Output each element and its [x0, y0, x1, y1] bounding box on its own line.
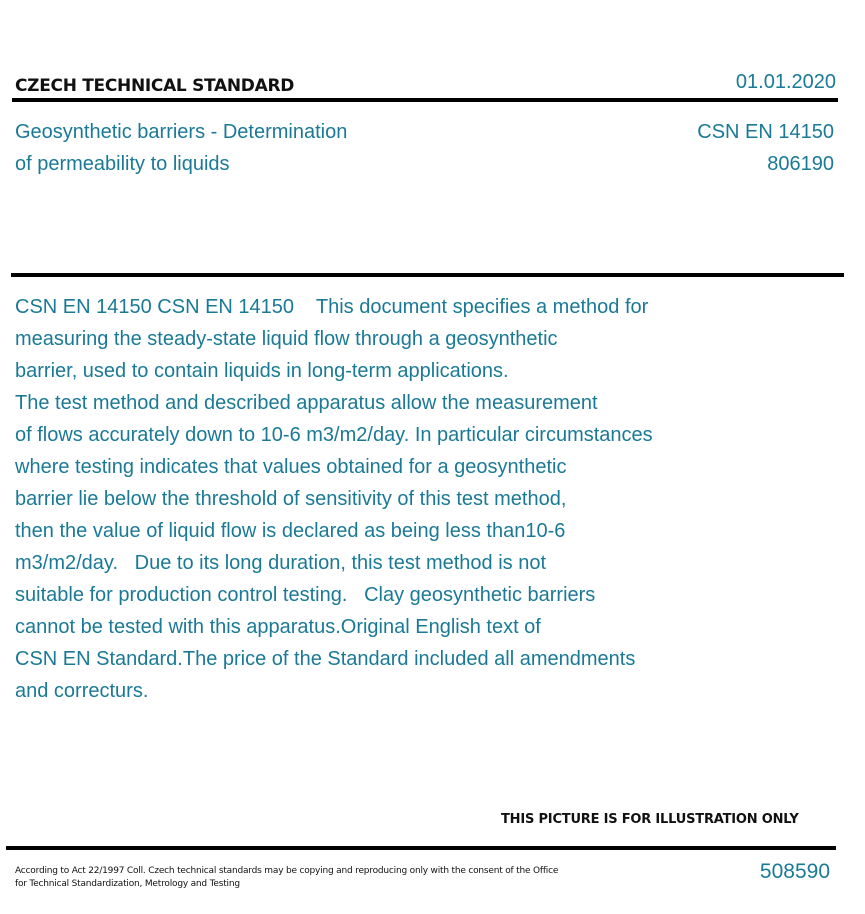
abstract-line: CSN EN 14150 CSN EN 14150 This document specifies a method for [15, 296, 649, 318]
abstract-line: and correcturs. [15, 680, 149, 702]
footer-rule [6, 846, 836, 850]
standard-title [15, 116, 347, 180]
legal-notice [15, 865, 558, 891]
publication-date: 01.01.2020 [735, 71, 836, 93]
abstract-line: measuring the steady-state liquid flow through a geosynthetic [15, 328, 558, 350]
section-rule [11, 273, 844, 277]
standard-title-line: Geosynthetic barriers - Determination [15, 121, 348, 143]
legal-notice-line: According to Act 22/1997 Coll. Czech technical standards may be copying and reproducing only with the consent of the Office [15, 866, 559, 876]
standard-code: CSN EN 14150 [697, 121, 834, 143]
abstract-line: The test method and described apparatus allow the measurement [15, 392, 598, 414]
standard-identifiers [697, 116, 834, 180]
abstract-text [15, 291, 735, 707]
legal-notice-line: for Technical Standardization, Metrology and Testing [15, 879, 240, 889]
abstract-line: barrier lie below the threshold of sensitivity of this test method, [15, 488, 567, 510]
document-number: 508590 [759, 860, 830, 883]
illustration-disclaimer: THIS PICTURE IS FOR ILLUSTRATION ONLY [501, 812, 799, 827]
document-type-heading: CZECH TECHNICAL STANDARD [15, 76, 295, 96]
abstract-line: suitable for production control testing. Clay geosynthetic barriers [15, 584, 596, 606]
abstract-line: then the value of liquid flow is declared as being less than10-6 [15, 520, 566, 542]
abstract-line: barrier, used to contain liquids in long-term applications. [15, 360, 509, 382]
classification-number: 806190 [767, 153, 834, 175]
abstract-line: of flows accurately down to 10-6 m3/m2/day. In particular circumstances [15, 424, 653, 446]
abstract-line: m3/m2/day. Due to its long duration, this test method is not [15, 552, 547, 574]
standard-title-line: of permeability to liquids [15, 153, 230, 175]
abstract-line: cannot be tested with this apparatus.Original English text of [15, 616, 541, 638]
abstract-line: where testing indicates that values obtained for a geosynthetic [15, 456, 567, 478]
header-rule [12, 98, 838, 102]
abstract-line: CSN EN Standard.The price of the Standard included all amendments [15, 648, 636, 670]
